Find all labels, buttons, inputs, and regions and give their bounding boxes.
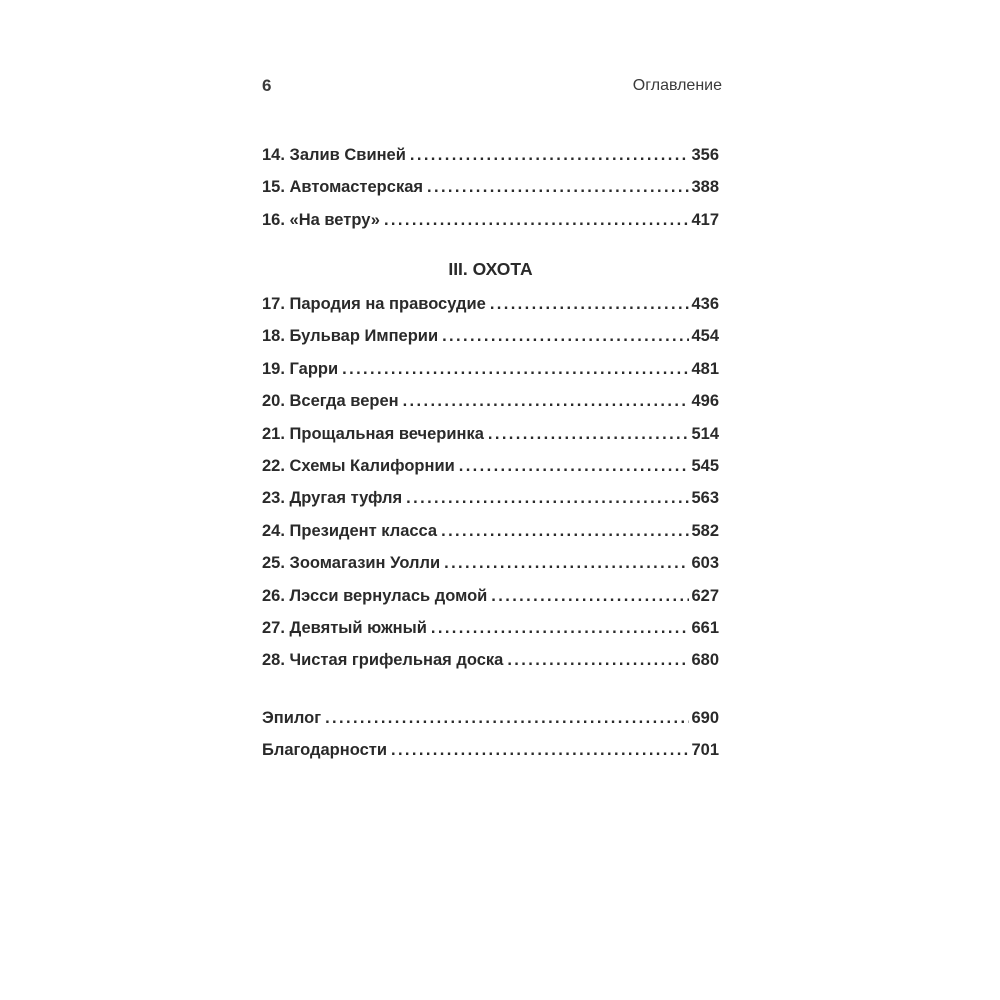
toc-leader-dots	[410, 146, 690, 165]
toc-entry[interactable]	[262, 619, 719, 651]
toc-leader-dots	[488, 425, 690, 444]
toc-list-chapters-17-28	[262, 295, 719, 684]
toc-entry-page: 627	[691, 586, 719, 605]
toc-entry[interactable]	[262, 522, 719, 554]
toc-entry[interactable]	[262, 651, 719, 683]
toc-list-chapters-14-16	[262, 146, 719, 243]
toc-entry-title: 19. Гарри	[262, 359, 339, 378]
toc-entry-title: 16. «На ветру»	[262, 210, 380, 229]
toc-entry[interactable]	[262, 587, 719, 619]
toc-list-back-matter	[262, 709, 719, 774]
toc-entry-title: Благодарности	[262, 741, 387, 760]
toc-leader-dots	[491, 587, 689, 606]
toc-entry-page: 481	[691, 359, 719, 378]
toc-entry-page: 514	[691, 424, 719, 443]
page-number: 6	[262, 76, 272, 95]
toc-leader-dots	[507, 651, 689, 670]
toc-entry-page: 690	[691, 709, 719, 727]
toc-entry-page: 680	[691, 651, 719, 670]
toc-entry-page: 454	[691, 327, 719, 346]
toc-entry-title: 20. Всегда верен	[262, 392, 399, 411]
toc-entry-page: 603	[691, 554, 719, 573]
toc-entry-page: 582	[691, 521, 719, 540]
toc-entry-title: 17. Пародия на правосудие	[262, 295, 486, 313]
toc-leader-dots	[444, 554, 689, 573]
section-heading: III. ОХОТА	[448, 259, 533, 279]
toc-entry-title: 18. Бульвар Империи	[262, 327, 439, 346]
toc-leader-dots	[403, 392, 690, 411]
running-head: Оглавление	[632, 77, 722, 94]
toc-entry-title: Эпилог	[262, 709, 322, 727]
toc-entry-page: 388	[691, 178, 719, 197]
toc-entry[interactable]	[262, 741, 719, 773]
toc-entry-page: 436	[691, 295, 719, 313]
toc-entry[interactable]	[262, 425, 719, 457]
toc-entry[interactable]	[262, 295, 719, 327]
toc-entry[interactable]	[262, 392, 719, 424]
toc-entry-title: 15. Автомастерская	[262, 178, 424, 197]
toc-leader-dots	[442, 327, 689, 346]
toc-entry-title: 22. Схемы Калифорнии	[262, 456, 455, 475]
toc-entry-page: 661	[691, 618, 719, 637]
toc-entry-title: 28. Чистая грифельная доска	[262, 651, 504, 670]
toc-entry-page: 356	[691, 146, 719, 164]
toc-leader-dots	[427, 178, 689, 197]
toc-entry-title: 14. Залив Свиней	[262, 146, 406, 164]
toc-entry[interactable]	[262, 457, 719, 489]
toc-leader-dots	[342, 360, 689, 379]
toc-leader-dots	[459, 457, 690, 476]
toc-leader-dots	[325, 709, 689, 728]
toc-entry-title: 25. Зоомагазин Уолли	[262, 554, 441, 573]
toc-leader-dots	[391, 741, 689, 760]
toc-leader-dots	[490, 295, 690, 314]
toc-leader-dots	[406, 489, 689, 508]
toc-leader-dots	[384, 211, 690, 230]
toc-entry-page: 563	[691, 489, 719, 508]
toc-entry[interactable]	[262, 211, 719, 243]
toc-entry[interactable]	[262, 709, 719, 741]
toc-entry[interactable]	[262, 489, 719, 521]
toc-entry[interactable]	[262, 146, 719, 178]
toc-entry-title: 26. Лэсси вернулась домой	[262, 586, 488, 605]
toc-entry[interactable]	[262, 327, 719, 359]
toc-entry-title: 24. Президент класса	[262, 521, 438, 540]
toc-entry[interactable]	[262, 360, 719, 392]
toc-entry-page: 701	[691, 741, 719, 760]
toc-leader-dots	[431, 619, 690, 638]
toc-leader-dots	[441, 522, 689, 541]
toc-entry-page: 417	[691, 210, 719, 229]
toc-entry-page: 496	[691, 392, 719, 411]
toc-entry-title: 21. Прощальная вечеринка	[262, 424, 484, 443]
toc-entry-page: 545	[691, 456, 719, 475]
toc-entry-title: 23. Другая туфля	[262, 489, 403, 508]
toc-entry[interactable]	[262, 178, 719, 210]
toc-entry-title: 27. Девятый южный	[262, 618, 427, 637]
toc-entry[interactable]	[262, 554, 719, 586]
